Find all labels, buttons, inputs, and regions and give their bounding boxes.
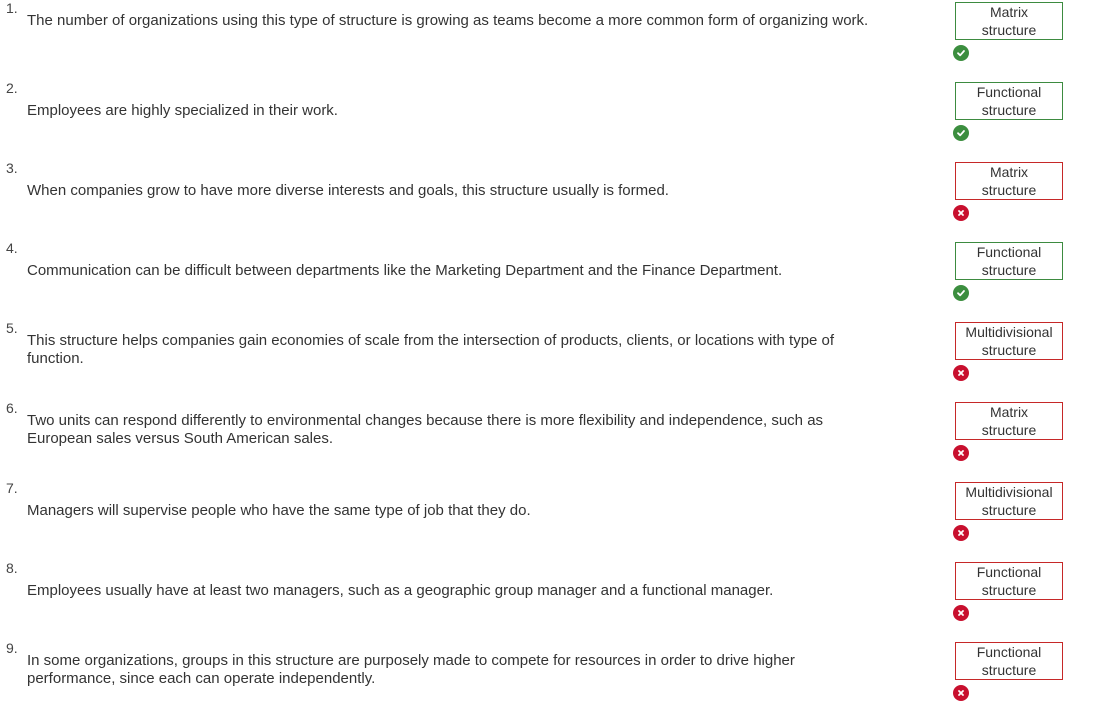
answer-box-6[interactable] [955, 402, 1063, 440]
answer-label-line2: structure [981, 422, 1037, 438]
question-number: 6. [6, 400, 18, 416]
correct-check-icon [953, 45, 969, 61]
answer-label-line2: structure [981, 662, 1037, 678]
question-prompt: Managers will supervise people who have the same type of job that they do. [27, 502, 531, 519]
incorrect-x-icon [953, 605, 969, 621]
incorrect-x-icon [953, 205, 969, 221]
question-prompt: The number of organizations using this type of structure is growing as teams become a more common form of organizing work. [27, 12, 869, 29]
incorrect-x-icon [953, 525, 969, 541]
question-item-4 [0, 240, 1107, 320]
question-number: 9. [6, 640, 18, 656]
question-prompt: Two units can respond differently to environmental changes because there is more flexibility and independence, such as European sales versus South American sales. [27, 412, 824, 447]
answer-label-line1: Functional [976, 84, 1042, 100]
question-item-9 [0, 640, 1107, 720]
question-prompt: This structure helps companies gain economies of scale from the intersection of products, clients, or locations with type of function. [27, 332, 835, 367]
answer-box-9[interactable] [955, 642, 1063, 680]
answer-label-line2: structure [981, 502, 1037, 518]
question-item-3 [0, 160, 1107, 240]
answer-label-line1: Matrix [989, 164, 1029, 180]
question-prompt: Communication can be difficult between departments like the Marketing Department and the Finance Department. [27, 262, 783, 279]
question-item-5 [0, 320, 1107, 400]
question-number: 5. [6, 320, 18, 336]
question-item-8 [0, 560, 1107, 640]
correct-check-icon [953, 125, 969, 141]
question-prompt: Employees are highly specialized in their work. [27, 102, 338, 119]
answer-label-line2: structure [981, 582, 1037, 598]
question-item-1 [0, 0, 1107, 80]
answer-label-line2: structure [981, 102, 1037, 118]
answer-box-2[interactable] [955, 82, 1063, 120]
answer-label-line1: Multidivisional [965, 324, 1053, 340]
answer-label-line2: structure [981, 22, 1037, 38]
question-number: 4. [6, 240, 18, 256]
incorrect-x-icon [953, 685, 969, 701]
question-item-6 [0, 400, 1107, 480]
question-number: 7. [6, 480, 18, 496]
answer-box-1[interactable] [955, 2, 1063, 40]
answer-label-line1: Functional [976, 244, 1042, 260]
answer-label-line1: Multidivisional [965, 484, 1053, 500]
answer-label-line1: Matrix [989, 4, 1029, 20]
question-prompt: In some organizations, groups in this structure are purposely made to compete for resources in order to drive higher performance, since each can operate independently. [27, 652, 795, 687]
question-prompt: Employees usually have at least two managers, such as a geographic group manager and a functional manager. [27, 582, 774, 599]
question-number: 1. [6, 0, 18, 16]
incorrect-x-icon [953, 445, 969, 461]
answer-box-7[interactable] [955, 482, 1063, 520]
answer-label-line2: structure [981, 342, 1037, 358]
question-item-2 [0, 80, 1107, 160]
answer-label-line1: Functional [976, 564, 1042, 580]
answer-label-line1: Functional [976, 644, 1042, 660]
answer-label-line1: Matrix [989, 404, 1029, 420]
question-number: 2. [6, 80, 18, 96]
answer-label-line2: structure [981, 182, 1037, 198]
question-number: 3. [6, 160, 18, 176]
answer-box-3[interactable] [955, 162, 1063, 200]
question-prompt: When companies grow to have more diverse interests and goals, this structure usually is formed. [27, 182, 669, 199]
question-number: 8. [6, 560, 18, 576]
question-item-7 [0, 480, 1107, 560]
answer-label-line2: structure [981, 262, 1037, 278]
incorrect-x-icon [953, 365, 969, 381]
answer-box-4[interactable] [955, 242, 1063, 280]
correct-check-icon [953, 285, 969, 301]
answer-box-5[interactable] [955, 322, 1063, 360]
answer-box-8[interactable] [955, 562, 1063, 600]
